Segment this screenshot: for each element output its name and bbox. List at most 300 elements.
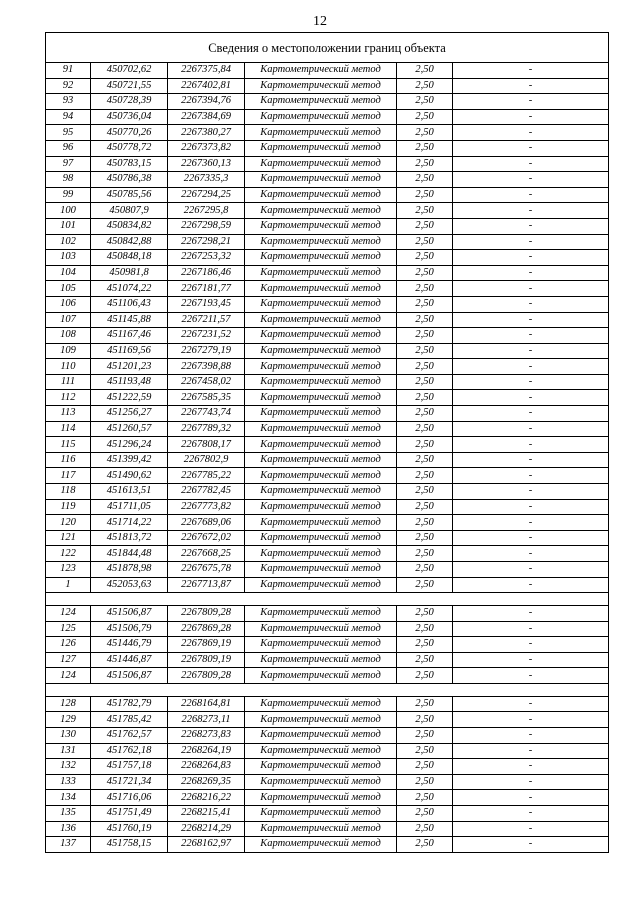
cell-method: Картометрический метод [245, 712, 397, 728]
cell-method: Картометрический метод [245, 421, 397, 437]
cell-x-coordinate: 451785,42 [91, 712, 168, 728]
table-row [46, 94, 609, 110]
cell-method: Картометрический метод [245, 837, 397, 853]
table-row [46, 125, 609, 141]
cell-y-coordinate: 2268215,41 [168, 805, 245, 821]
cell-x-coordinate: 451145,88 [91, 312, 168, 328]
cell-point-number: 94 [46, 109, 91, 125]
cell-precision: 2,50 [397, 652, 453, 668]
table-row [46, 187, 609, 203]
cell-x-coordinate: 451721,34 [91, 774, 168, 790]
cell-method: Картометрический метод [245, 484, 397, 500]
cell-description: - [453, 63, 609, 79]
cell-precision: 2,50 [397, 437, 453, 453]
cell-y-coordinate: 2268273,11 [168, 712, 245, 728]
cell-method: Картометрический метод [245, 390, 397, 406]
cell-x-coordinate: 451167,46 [91, 328, 168, 344]
cell-point-number: 124 [46, 668, 91, 684]
cell-y-coordinate: 2268269,35 [168, 774, 245, 790]
cell-point-number: 100 [46, 203, 91, 219]
cell-y-coordinate: 2267809,19 [168, 652, 245, 668]
cell-precision: 2,50 [397, 312, 453, 328]
table-row [46, 605, 609, 621]
table-title-row [46, 33, 609, 63]
cell-y-coordinate: 2267713,87 [168, 577, 245, 593]
cell-y-coordinate: 2267869,19 [168, 637, 245, 653]
cell-method: Картометрический метод [245, 759, 397, 775]
cell-precision: 2,50 [397, 406, 453, 422]
cell-description: - [453, 265, 609, 281]
cell-y-coordinate: 2268264,83 [168, 759, 245, 775]
cell-precision: 2,50 [397, 468, 453, 484]
cell-x-coordinate: 450721,55 [91, 78, 168, 94]
cell-precision: 2,50 [397, 821, 453, 837]
cell-method: Картометрический метод [245, 406, 397, 422]
cell-precision: 2,50 [397, 499, 453, 515]
cell-description: - [453, 390, 609, 406]
page-number: 12 [313, 14, 327, 29]
cell-method: Картометрический метод [245, 172, 397, 188]
cell-method: Картометрический метод [245, 63, 397, 79]
cell-point-number: 93 [46, 94, 91, 110]
table-row [46, 837, 609, 853]
cell-y-coordinate: 2267675,78 [168, 562, 245, 578]
cell-point-number: 101 [46, 218, 91, 234]
cell-y-coordinate: 2268164,81 [168, 696, 245, 712]
cell-x-coordinate: 450785,56 [91, 187, 168, 203]
table-row [46, 203, 609, 219]
cell-x-coordinate: 450728,39 [91, 94, 168, 110]
cell-y-coordinate: 2267193,45 [168, 296, 245, 312]
table-row [46, 296, 609, 312]
cell-precision: 2,50 [397, 94, 453, 110]
cell-x-coordinate: 450786,38 [91, 172, 168, 188]
cell-method: Картометрический метод [245, 94, 397, 110]
cell-method: Картометрический метод [245, 156, 397, 172]
table-row [46, 562, 609, 578]
cell-precision: 2,50 [397, 250, 453, 266]
table-row [46, 234, 609, 250]
cell-precision: 2,50 [397, 63, 453, 79]
cell-method: Картометрический метод [245, 696, 397, 712]
cell-method: Картометрический метод [245, 78, 397, 94]
cell-point-number: 118 [46, 484, 91, 500]
table-row [46, 390, 609, 406]
cell-description: - [453, 234, 609, 250]
cell-description: - [453, 546, 609, 562]
cell-x-coordinate: 451490,62 [91, 468, 168, 484]
cell-description: - [453, 696, 609, 712]
table-row [46, 790, 609, 806]
cell-description: - [453, 250, 609, 266]
cell-y-coordinate: 2267181,77 [168, 281, 245, 297]
cell-method: Картометрический метод [245, 374, 397, 390]
cell-y-coordinate: 2267808,17 [168, 437, 245, 453]
cell-precision: 2,50 [397, 759, 453, 775]
table-row [46, 452, 609, 468]
cell-precision: 2,50 [397, 109, 453, 125]
cell-point-number: 126 [46, 637, 91, 653]
table-row [46, 530, 609, 546]
cell-method: Картометрический метод [245, 530, 397, 546]
cell-y-coordinate: 2267809,28 [168, 668, 245, 684]
cell-precision: 2,50 [397, 546, 453, 562]
cell-method: Картометрический метод [245, 468, 397, 484]
cell-point-number: 99 [46, 187, 91, 203]
cell-precision: 2,50 [397, 281, 453, 297]
cell-x-coordinate: 451256,27 [91, 406, 168, 422]
cell-method: Картометрический метод [245, 562, 397, 578]
cell-description: - [453, 805, 609, 821]
table-row [46, 621, 609, 637]
cell-description: - [453, 637, 609, 653]
cell-description: - [453, 712, 609, 728]
cell-x-coordinate: 451757,18 [91, 759, 168, 775]
cell-description: - [453, 468, 609, 484]
cell-y-coordinate: 2267295,8 [168, 203, 245, 219]
table-row [46, 406, 609, 422]
table-row [46, 727, 609, 743]
cell-point-number: 97 [46, 156, 91, 172]
cell-point-number: 103 [46, 250, 91, 266]
cell-precision: 2,50 [397, 668, 453, 684]
cell-x-coordinate: 451760,19 [91, 821, 168, 837]
cell-method: Картометрический метод [245, 546, 397, 562]
cell-precision: 2,50 [397, 374, 453, 390]
cell-x-coordinate: 452053,63 [91, 577, 168, 593]
cell-y-coordinate: 2267279,19 [168, 343, 245, 359]
cell-method: Картометрический метод [245, 187, 397, 203]
group-separator-cell [46, 683, 609, 696]
cell-x-coordinate: 450736,04 [91, 109, 168, 125]
cell-method: Картометрический метод [245, 281, 397, 297]
cell-x-coordinate: 451506,79 [91, 621, 168, 637]
cell-precision: 2,50 [397, 727, 453, 743]
cell-y-coordinate: 2267458,02 [168, 374, 245, 390]
table-row [46, 328, 609, 344]
cell-x-coordinate: 451446,87 [91, 652, 168, 668]
cell-method: Картометрический метод [245, 790, 397, 806]
cell-description: - [453, 484, 609, 500]
cell-method: Картометрический метод [245, 234, 397, 250]
cell-point-number: 104 [46, 265, 91, 281]
table-row [46, 265, 609, 281]
cell-method: Картометрический метод [245, 140, 397, 156]
cell-point-number: 122 [46, 546, 91, 562]
cell-x-coordinate: 451296,24 [91, 437, 168, 453]
cell-x-coordinate: 450842,88 [91, 234, 168, 250]
cell-y-coordinate: 2267375,84 [168, 63, 245, 79]
cell-description: - [453, 312, 609, 328]
cell-method: Картометрический метод [245, 743, 397, 759]
cell-method: Картометрический метод [245, 727, 397, 743]
cell-point-number: 128 [46, 696, 91, 712]
cell-precision: 2,50 [397, 343, 453, 359]
cell-point-number: 109 [46, 343, 91, 359]
table-row [46, 374, 609, 390]
cell-y-coordinate: 2268162,97 [168, 837, 245, 853]
cell-description: - [453, 652, 609, 668]
cell-precision: 2,50 [397, 530, 453, 546]
cell-description: - [453, 296, 609, 312]
cell-description: - [453, 515, 609, 531]
cell-point-number: 120 [46, 515, 91, 531]
cell-x-coordinate: 450981,8 [91, 265, 168, 281]
cell-precision: 2,50 [397, 156, 453, 172]
cell-description: - [453, 821, 609, 837]
cell-description: - [453, 218, 609, 234]
cell-method: Картометрический метод [245, 668, 397, 684]
cell-x-coordinate: 451399,42 [91, 452, 168, 468]
cell-precision: 2,50 [397, 234, 453, 250]
cell-method: Картометрический метод [245, 312, 397, 328]
boundary-coordinates-table [45, 32, 609, 853]
cell-method: Картометрический метод [245, 805, 397, 821]
cell-precision: 2,50 [397, 712, 453, 728]
cell-point-number: 91 [46, 63, 91, 79]
cell-description: - [453, 328, 609, 344]
cell-y-coordinate: 2267231,52 [168, 328, 245, 344]
cell-y-coordinate: 2267211,57 [168, 312, 245, 328]
cell-method: Картометрический метод [245, 359, 397, 375]
cell-method: Картометрический метод [245, 437, 397, 453]
cell-x-coordinate: 451074,22 [91, 281, 168, 297]
cell-y-coordinate: 2267294,25 [168, 187, 245, 203]
cell-description: - [453, 790, 609, 806]
cell-description: - [453, 837, 609, 853]
cell-y-coordinate: 2267402,81 [168, 78, 245, 94]
cell-y-coordinate: 2267398,88 [168, 359, 245, 375]
cell-point-number: 134 [46, 790, 91, 806]
cell-description: - [453, 343, 609, 359]
cell-x-coordinate: 451813,72 [91, 530, 168, 546]
cell-description: - [453, 577, 609, 593]
cell-method: Картометрический метод [245, 452, 397, 468]
cell-precision: 2,50 [397, 421, 453, 437]
cell-method: Картометрический метод [245, 821, 397, 837]
cell-precision: 2,50 [397, 562, 453, 578]
cell-x-coordinate: 450807,9 [91, 203, 168, 219]
cell-description: - [453, 562, 609, 578]
cell-method: Картометрический метод [245, 265, 397, 281]
cell-description: - [453, 605, 609, 621]
cell-y-coordinate: 2267253,32 [168, 250, 245, 266]
cell-method: Картометрический метод [245, 652, 397, 668]
cell-precision: 2,50 [397, 696, 453, 712]
table-row [46, 759, 609, 775]
cell-y-coordinate: 2267335,3 [168, 172, 245, 188]
cell-description: - [453, 94, 609, 110]
cell-y-coordinate: 2267789,32 [168, 421, 245, 437]
cell-method: Картометрический метод [245, 515, 397, 531]
cell-point-number: 105 [46, 281, 91, 297]
cell-x-coordinate: 450702,62 [91, 63, 168, 79]
cell-y-coordinate: 2267809,28 [168, 605, 245, 621]
table-row [46, 468, 609, 484]
cell-precision: 2,50 [397, 359, 453, 375]
cell-precision: 2,50 [397, 203, 453, 219]
cell-point-number: 119 [46, 499, 91, 515]
cell-precision: 2,50 [397, 78, 453, 94]
cell-precision: 2,50 [397, 837, 453, 853]
cell-precision: 2,50 [397, 296, 453, 312]
cell-precision: 2,50 [397, 790, 453, 806]
table-row [46, 140, 609, 156]
table-row [46, 421, 609, 437]
cell-point-number: 136 [46, 821, 91, 837]
cell-point-number: 113 [46, 406, 91, 422]
cell-x-coordinate: 450783,15 [91, 156, 168, 172]
table-row [46, 774, 609, 790]
cell-description: - [453, 437, 609, 453]
cell-x-coordinate: 450778,72 [91, 140, 168, 156]
cell-x-coordinate: 451193,48 [91, 374, 168, 390]
table-row [46, 515, 609, 531]
cell-y-coordinate: 2268214,29 [168, 821, 245, 837]
cell-description: - [453, 530, 609, 546]
cell-description: - [453, 374, 609, 390]
cell-point-number: 108 [46, 328, 91, 344]
cell-y-coordinate: 2267869,28 [168, 621, 245, 637]
cell-precision: 2,50 [397, 218, 453, 234]
cell-method: Картометрический метод [245, 203, 397, 219]
cell-point-number: 117 [46, 468, 91, 484]
table-row [46, 577, 609, 593]
cell-method: Картометрический метод [245, 328, 397, 344]
table-row [46, 821, 609, 837]
table-row [46, 805, 609, 821]
cell-precision: 2,50 [397, 187, 453, 203]
cell-point-number: 114 [46, 421, 91, 437]
cell-y-coordinate: 2267668,25 [168, 546, 245, 562]
table-row [46, 281, 609, 297]
table-row [46, 172, 609, 188]
cell-point-number: 112 [46, 390, 91, 406]
cell-point-number: 102 [46, 234, 91, 250]
cell-x-coordinate: 451711,05 [91, 499, 168, 515]
cell-x-coordinate: 451751,49 [91, 805, 168, 821]
table-row [46, 743, 609, 759]
cell-description: - [453, 727, 609, 743]
cell-description: - [453, 109, 609, 125]
cell-point-number: 106 [46, 296, 91, 312]
cell-y-coordinate: 2267585,35 [168, 390, 245, 406]
cell-x-coordinate: 451758,15 [91, 837, 168, 853]
cell-y-coordinate: 2267384,69 [168, 109, 245, 125]
cell-y-coordinate: 2267773,82 [168, 499, 245, 515]
cell-description: - [453, 281, 609, 297]
cell-precision: 2,50 [397, 774, 453, 790]
cell-description: - [453, 359, 609, 375]
cell-precision: 2,50 [397, 484, 453, 500]
cell-precision: 2,50 [397, 515, 453, 531]
cell-precision: 2,50 [397, 452, 453, 468]
cell-x-coordinate: 451201,23 [91, 359, 168, 375]
cell-precision: 2,50 [397, 637, 453, 653]
table-row [46, 78, 609, 94]
cell-y-coordinate: 2268216,22 [168, 790, 245, 806]
table-row [46, 109, 609, 125]
cell-precision: 2,50 [397, 805, 453, 821]
cell-method: Картометрический метод [245, 499, 397, 515]
cell-x-coordinate: 450770,26 [91, 125, 168, 141]
cell-point-number: 135 [46, 805, 91, 821]
cell-precision: 2,50 [397, 125, 453, 141]
cell-point-number: 121 [46, 530, 91, 546]
cell-point-number: 110 [46, 359, 91, 375]
table-row [46, 546, 609, 562]
table-row [46, 63, 609, 79]
cell-method: Картометрический метод [245, 125, 397, 141]
cell-point-number: 129 [46, 712, 91, 728]
cell-description: - [453, 203, 609, 219]
cell-precision: 2,50 [397, 172, 453, 188]
cell-method: Картометрический метод [245, 109, 397, 125]
cell-method: Картометрический метод [245, 250, 397, 266]
cell-y-coordinate: 2267394,76 [168, 94, 245, 110]
cell-point-number: 98 [46, 172, 91, 188]
table-row [46, 637, 609, 653]
cell-precision: 2,50 [397, 605, 453, 621]
cell-y-coordinate: 2267785,22 [168, 468, 245, 484]
cell-point-number: 95 [46, 125, 91, 141]
cell-x-coordinate: 451222,59 [91, 390, 168, 406]
cell-point-number: 107 [46, 312, 91, 328]
cell-method: Картометрический метод [245, 218, 397, 234]
cell-x-coordinate: 451716,06 [91, 790, 168, 806]
cell-description: - [453, 172, 609, 188]
table-title: Сведения о местоположении границ объекта [46, 33, 609, 63]
cell-y-coordinate: 2267743,74 [168, 406, 245, 422]
cell-precision: 2,50 [397, 577, 453, 593]
cell-y-coordinate: 2267689,06 [168, 515, 245, 531]
cell-description: - [453, 499, 609, 515]
cell-point-number: 127 [46, 652, 91, 668]
cell-y-coordinate: 2267186,46 [168, 265, 245, 281]
cell-method: Картометрический метод [245, 637, 397, 653]
cell-description: - [453, 774, 609, 790]
cell-y-coordinate: 2267298,21 [168, 234, 245, 250]
cell-point-number: 123 [46, 562, 91, 578]
cell-method: Картометрический метод [245, 774, 397, 790]
table-row [46, 696, 609, 712]
group-separator-row [46, 683, 609, 696]
table-row [46, 312, 609, 328]
cell-y-coordinate: 2267360,13 [168, 156, 245, 172]
cell-description: - [453, 421, 609, 437]
cell-description: - [453, 156, 609, 172]
cell-x-coordinate: 451613,51 [91, 484, 168, 500]
cell-x-coordinate: 451762,18 [91, 743, 168, 759]
cell-x-coordinate: 451762,57 [91, 727, 168, 743]
cell-x-coordinate: 451714,22 [91, 515, 168, 531]
cell-description: - [453, 743, 609, 759]
cell-x-coordinate: 450834,82 [91, 218, 168, 234]
cell-point-number: 137 [46, 837, 91, 853]
cell-point-number: 92 [46, 78, 91, 94]
cell-x-coordinate: 451446,79 [91, 637, 168, 653]
table-row [46, 218, 609, 234]
cell-point-number: 132 [46, 759, 91, 775]
table-row [46, 668, 609, 684]
cell-x-coordinate: 451169,56 [91, 343, 168, 359]
cell-y-coordinate: 2267782,45 [168, 484, 245, 500]
cell-description: - [453, 759, 609, 775]
cell-method: Картометрический метод [245, 343, 397, 359]
group-separator-row [46, 593, 609, 606]
cell-method: Картометрический метод [245, 605, 397, 621]
cell-precision: 2,50 [397, 140, 453, 156]
